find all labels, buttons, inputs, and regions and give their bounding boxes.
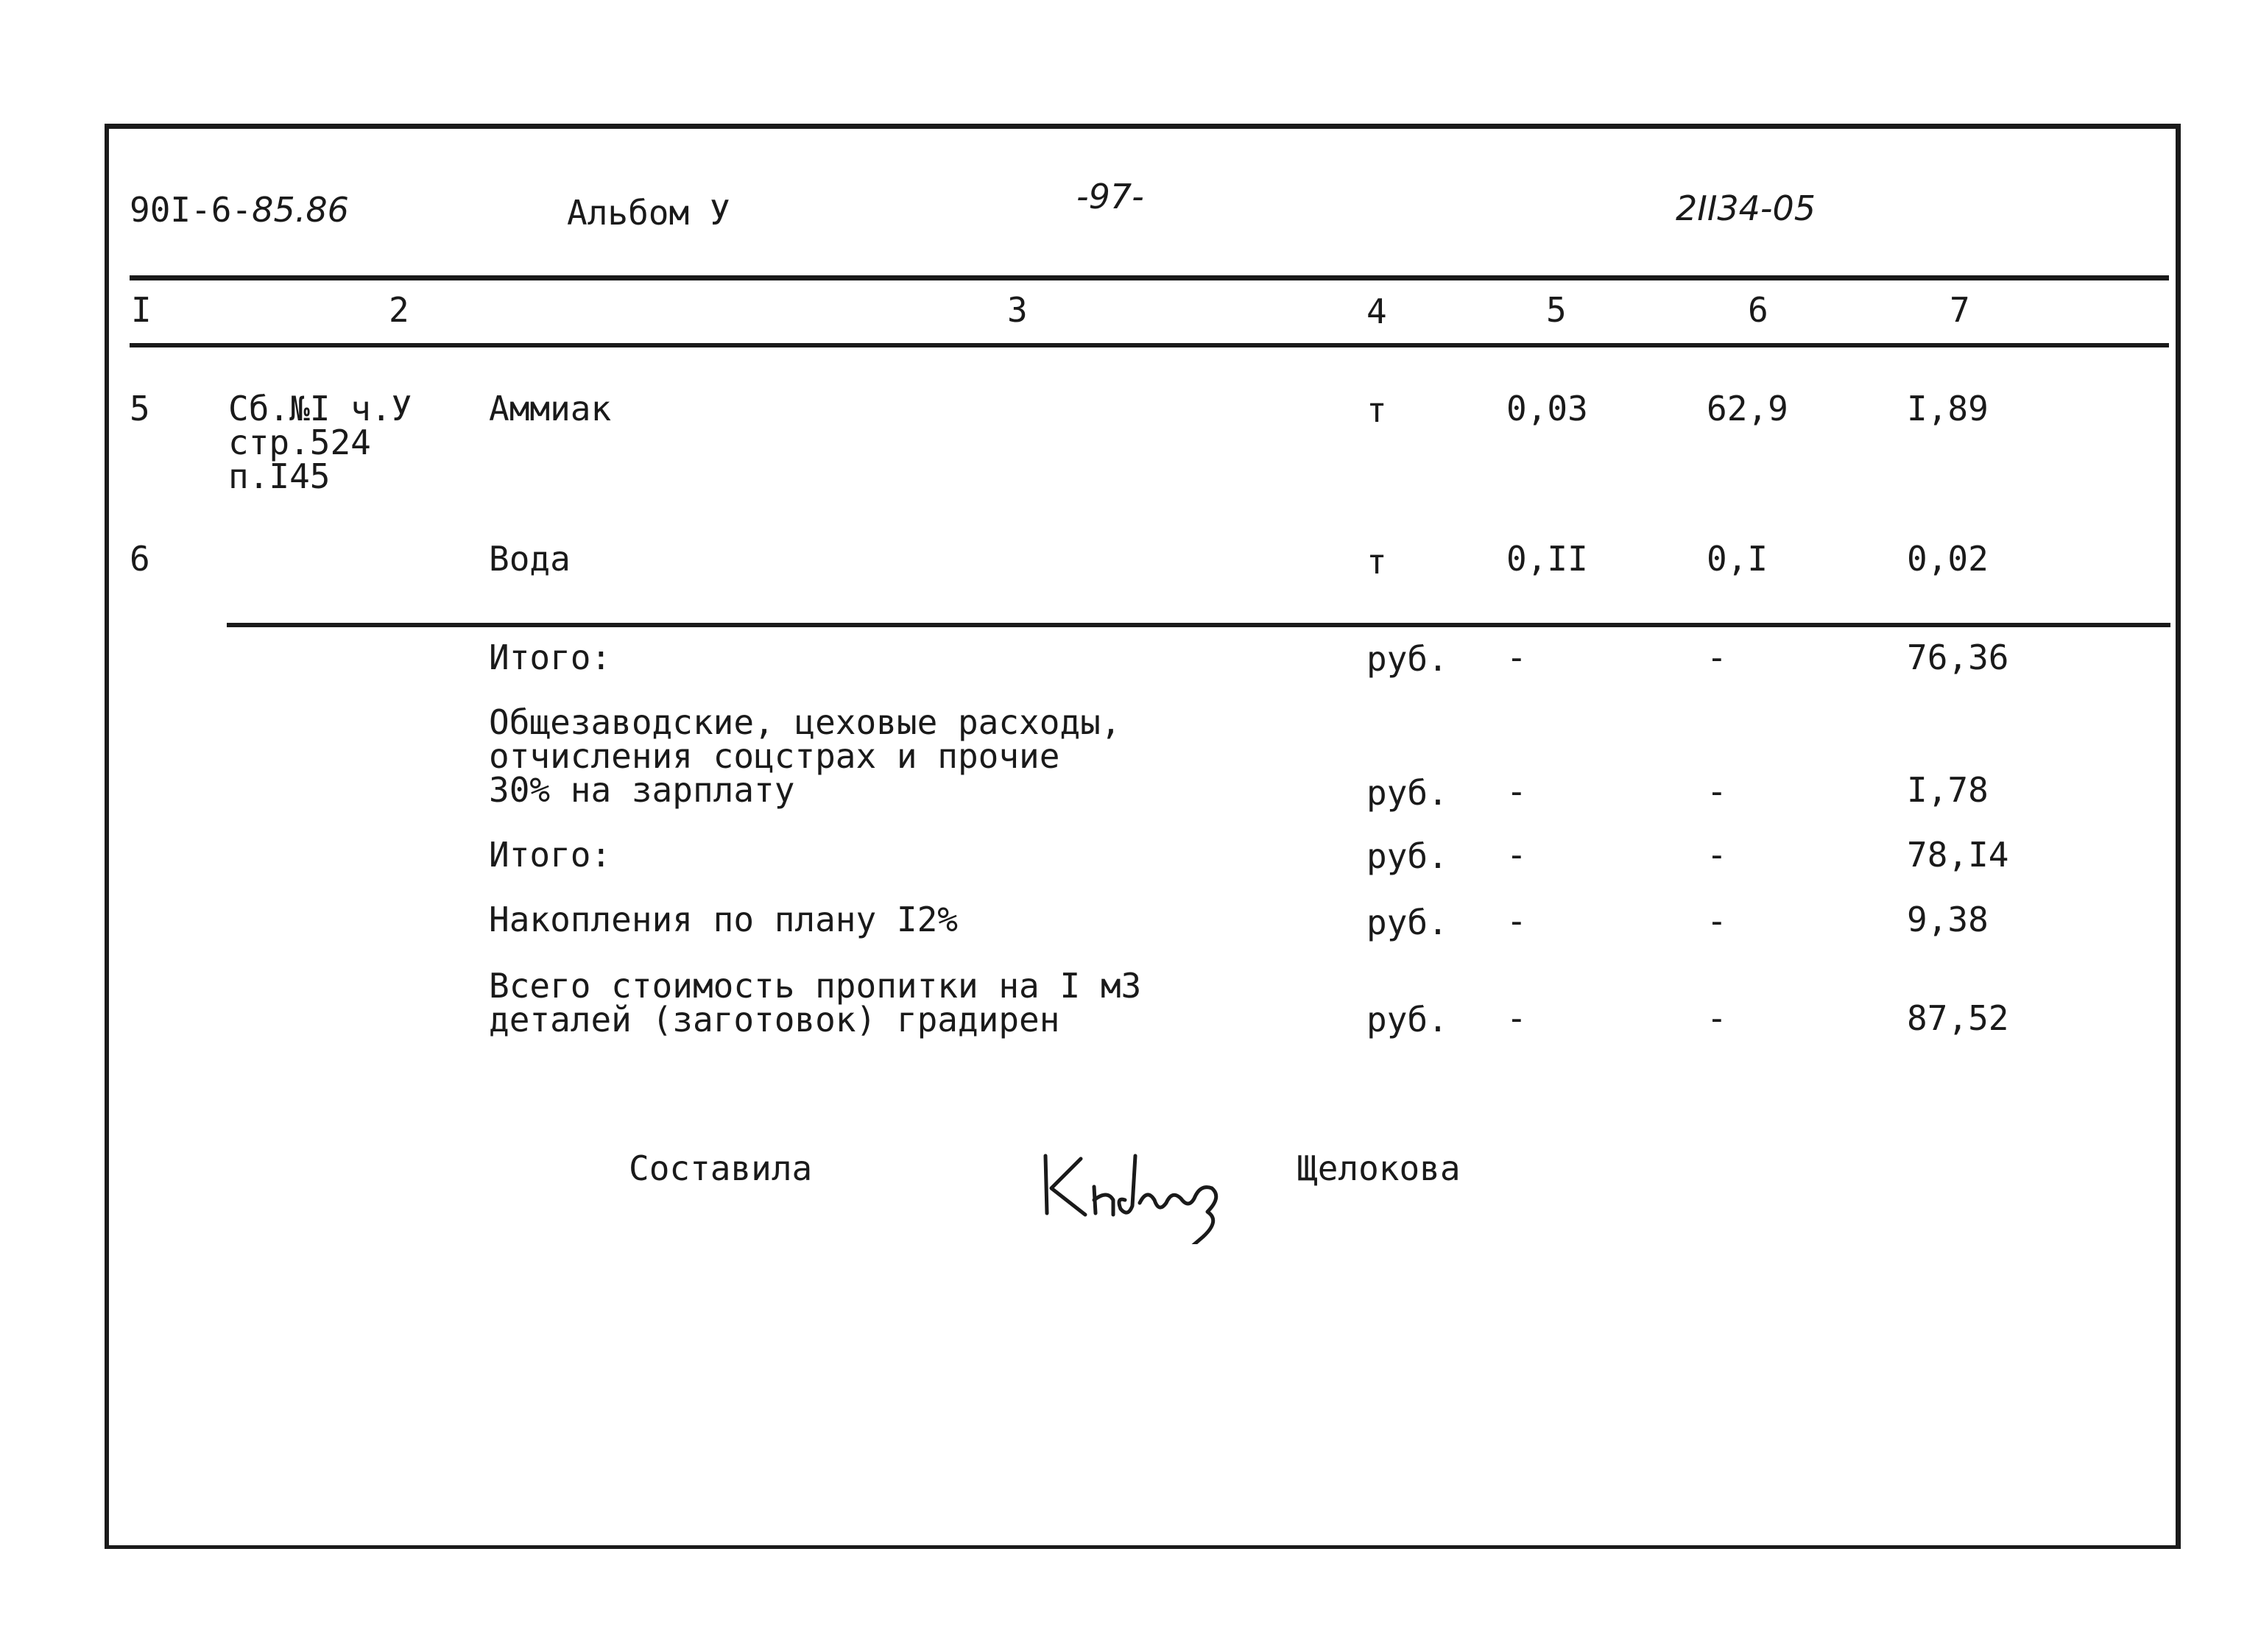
- summary-unit: руб.: [1366, 1000, 1448, 1039]
- doc-code-typed: 90I-6-: [130, 190, 253, 230]
- row-name: Аммиак: [489, 389, 612, 428]
- compiled-by-label: Составила: [629, 1148, 813, 1188]
- col-header-6: 6: [1748, 290, 1768, 330]
- compiler-name: Щелокова: [1297, 1148, 1461, 1188]
- row-source: Сб.№I ч.У стр.524 п.I45: [228, 389, 412, 496]
- row-unit: т: [1366, 542, 1387, 582]
- summary-unit: руб.: [1366, 773, 1448, 813]
- summary-label: Накопления по плану I2%: [489, 900, 958, 939]
- summary-value: 76,36: [1907, 638, 2009, 677]
- summary-value: 9,38: [1907, 900, 1989, 939]
- summary-unit: руб.: [1366, 903, 1448, 942]
- summary-unit: руб.: [1366, 639, 1448, 679]
- summary-dash: -: [1506, 638, 1527, 677]
- header-rule-bottom: [130, 343, 2169, 347]
- signature: [1037, 1126, 1235, 1244]
- row-price: 62,9: [1707, 389, 1788, 428]
- summary-label: Итого:: [489, 638, 612, 677]
- header-rule-top: [130, 275, 2169, 280]
- summary-label: Всего стоимость пропитки на I м3 деталей (заготовок) градирен: [489, 966, 1142, 1039]
- row-qty: 0,II: [1506, 539, 1588, 579]
- summary-dash: -: [1506, 772, 1527, 811]
- row-qty: 0,03: [1506, 389, 1588, 428]
- row-number: 6: [130, 539, 150, 579]
- doc-code-handwritten: 85.86: [252, 190, 349, 230]
- summary-dash: -: [1707, 835, 1727, 875]
- row-name: Вода: [489, 539, 571, 579]
- ref-number: 2II34-05: [1676, 188, 1816, 228]
- col-header-2: 2: [389, 290, 409, 330]
- album-label: Альбом У: [567, 193, 730, 233]
- summary-label: Итого:: [489, 835, 612, 875]
- row-unit: т: [1366, 390, 1387, 430]
- row-price: 0,I: [1707, 539, 1768, 579]
- summary-dash: -: [1707, 638, 1727, 677]
- summary-value: 87,52: [1907, 998, 2009, 1038]
- summary-value: 78,I4: [1907, 835, 2009, 875]
- summary-value: I,78: [1907, 770, 1989, 810]
- summary-dash: -: [1506, 835, 1527, 875]
- col-header-5: 5: [1546, 290, 1567, 330]
- row-total: 0,02: [1907, 539, 1989, 579]
- totals-rule: [227, 623, 2170, 627]
- col-header-1: I: [131, 290, 152, 330]
- row-total: I,89: [1907, 389, 1989, 428]
- summary-label: Общезаводские, цеховые расходы, отчисления соцстрах и прочие 30% на зарплату: [489, 702, 1121, 810]
- doc-code: [130, 190, 349, 230]
- page-number: -97-: [1076, 177, 1144, 216]
- col-header-7: 7: [1950, 290, 1970, 330]
- page-frame: [105, 124, 2181, 1549]
- col-header-4: 4: [1366, 292, 1387, 331]
- summary-unit: руб.: [1366, 836, 1448, 876]
- row-number: 5: [130, 389, 150, 428]
- summary-dash: -: [1707, 998, 1727, 1038]
- summary-dash: -: [1707, 901, 1727, 941]
- summary-dash: -: [1707, 772, 1727, 811]
- summary-dash: -: [1506, 901, 1527, 941]
- col-header-3: 3: [1007, 290, 1028, 330]
- summary-dash: -: [1506, 998, 1527, 1038]
